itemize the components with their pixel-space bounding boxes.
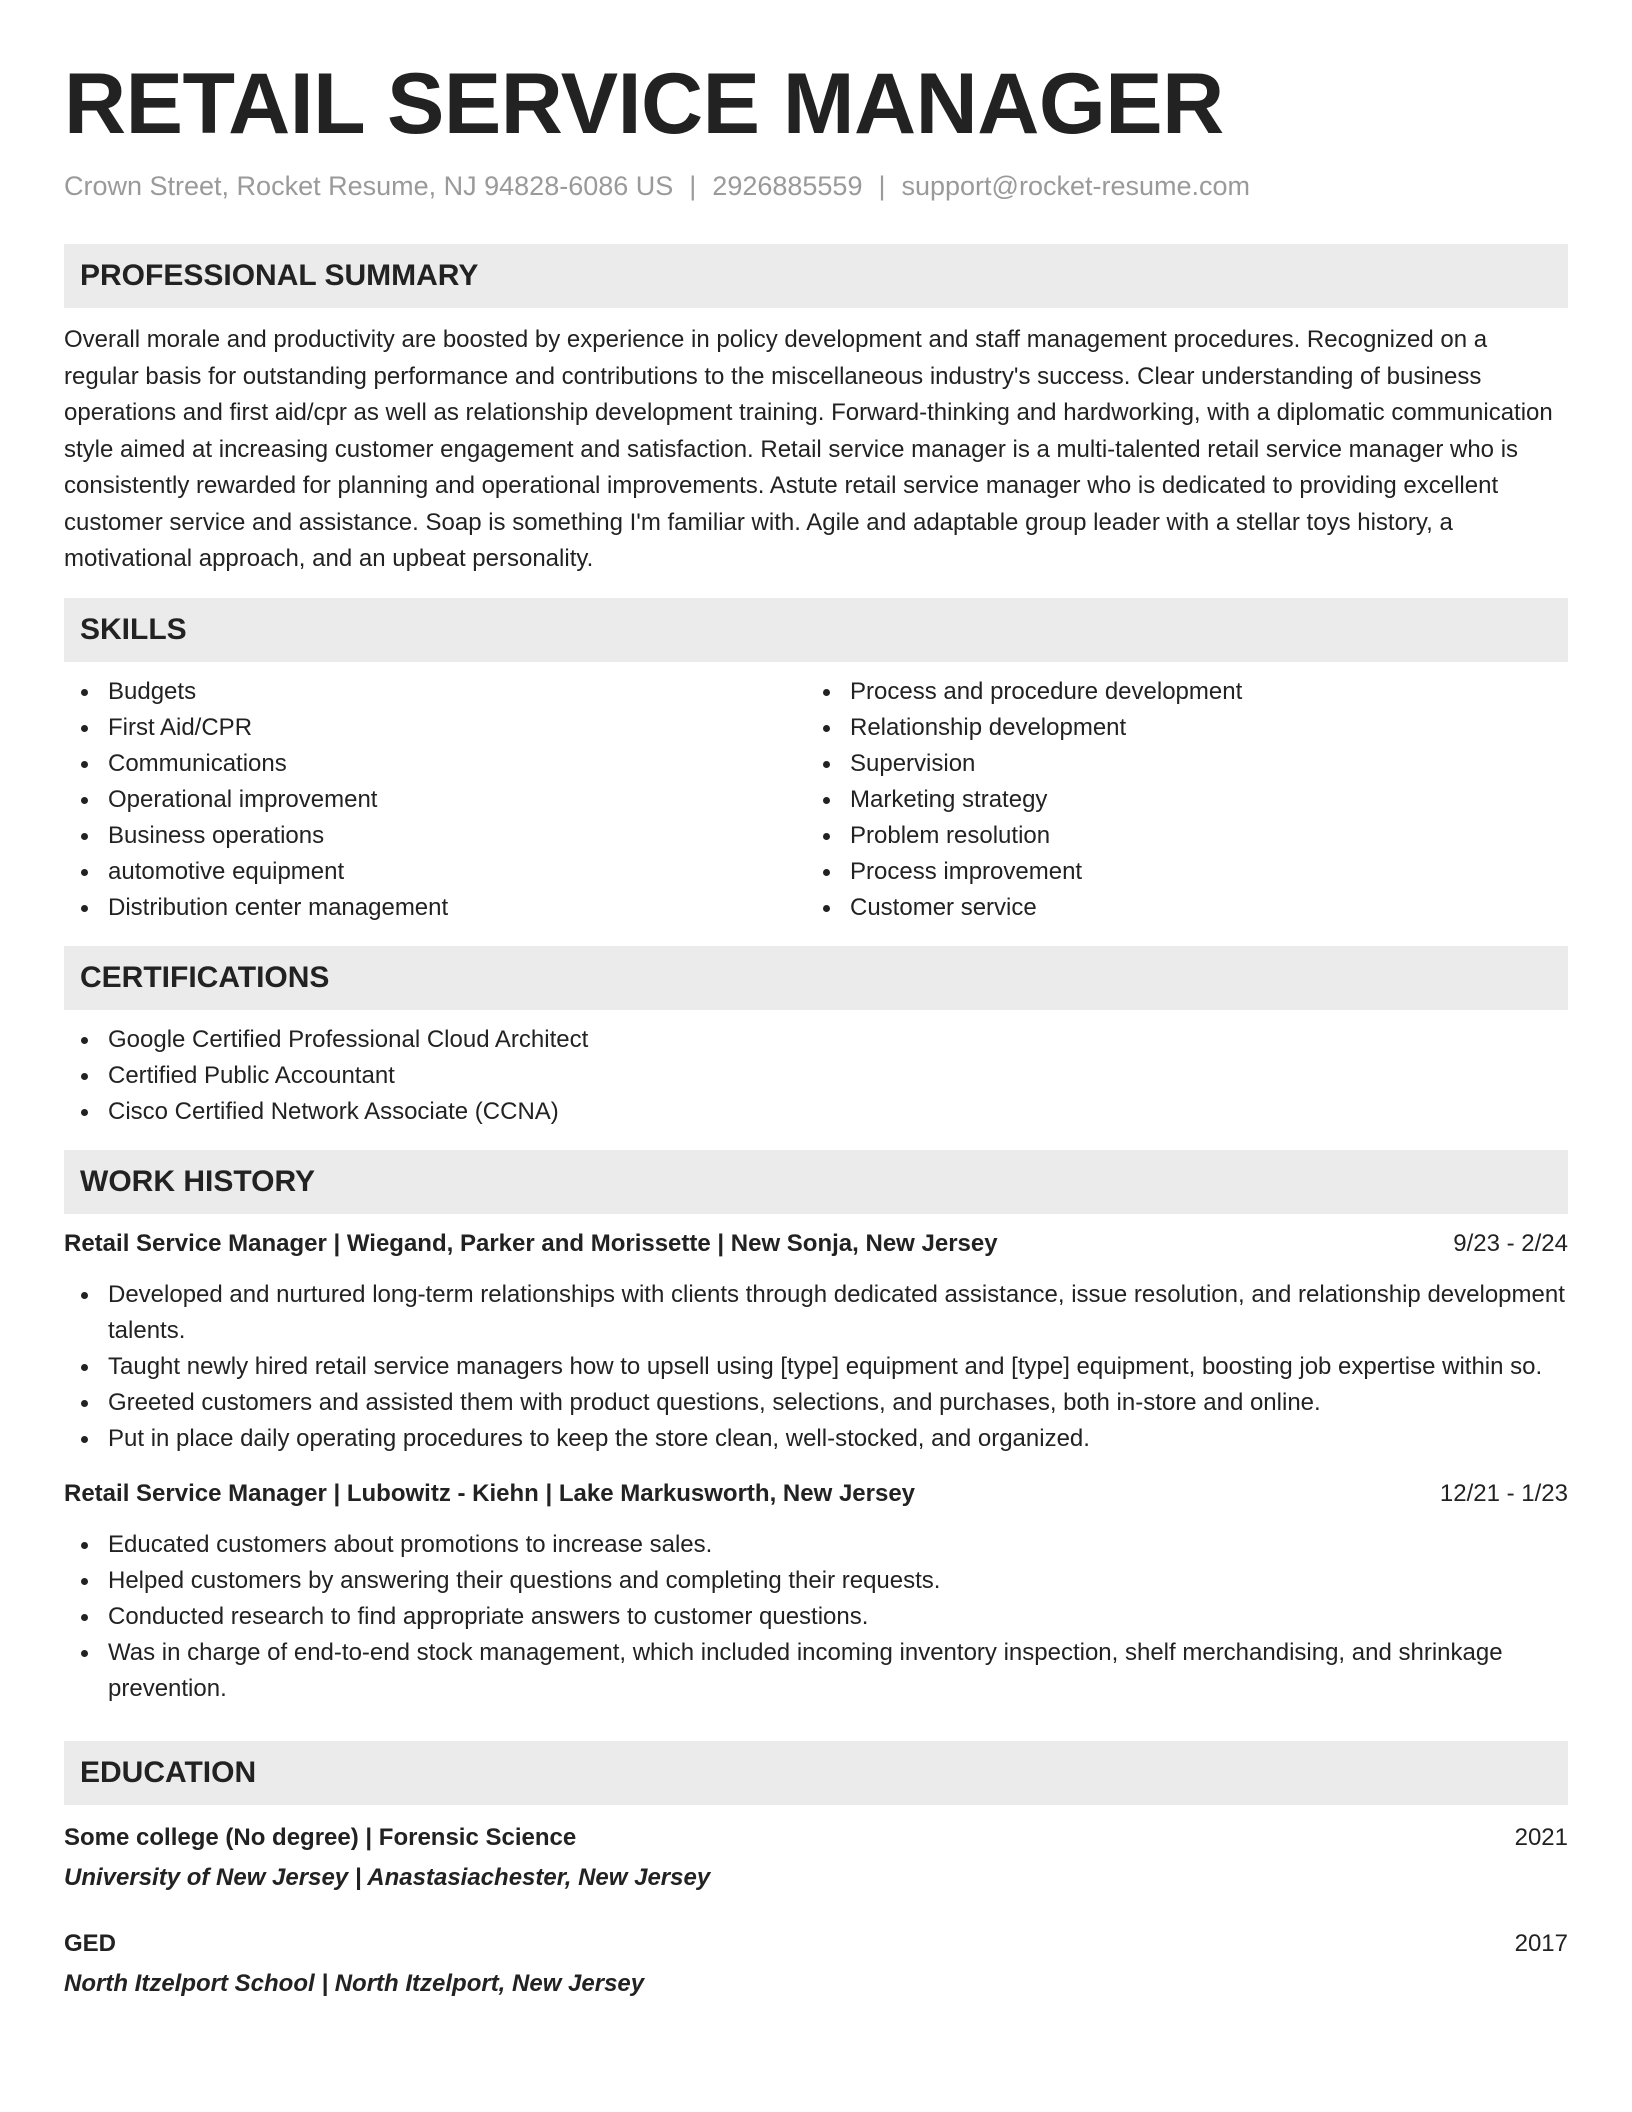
job-dates: 12/21 - 1/23 bbox=[1439, 1479, 1568, 1507]
job-bullets bbox=[64, 1527, 1568, 1707]
skill-item: Budgets bbox=[64, 674, 806, 710]
contact-separator: | bbox=[689, 171, 697, 201]
job-bullet: Helped customers by answering their questions and completing their requests. bbox=[64, 1563, 1568, 1599]
contact-line bbox=[64, 168, 1568, 204]
section-heading-skills: SKILLS bbox=[64, 598, 1568, 662]
skills-column-left bbox=[64, 674, 806, 926]
job-bullet: Greeted customers and assisted them with product questions, selections, and purchases, both in-store and online. bbox=[64, 1385, 1568, 1421]
job-bullet: Developed and nurtured long-term relationships with clients through dedicated assistance, issue resolution, and relationship development talents. bbox=[64, 1277, 1568, 1349]
section-heading-work-history: WORK HISTORY bbox=[64, 1150, 1568, 1214]
candidate-title: RETAIL SERVICE MANAGER bbox=[64, 56, 1224, 152]
certifications-list bbox=[64, 1022, 1568, 1130]
certification-item: Cisco Certified Network Associate (CCNA) bbox=[64, 1094, 1568, 1130]
job-dates: 9/23 - 2/24 bbox=[1453, 1229, 1568, 1257]
contact-phone[interactable]: 2926885559 bbox=[712, 171, 863, 201]
education-school: North Itzelport School | North Itzelport, New Jersey bbox=[64, 1969, 645, 1997]
education-school: University of New Jersey | Anastasiachester, New Jersey bbox=[64, 1863, 711, 1891]
skill-item: Process and procedure development bbox=[806, 674, 1548, 710]
skills-column-right bbox=[806, 674, 1548, 926]
contact-separator: | bbox=[878, 171, 886, 201]
skill-item: Customer service bbox=[806, 890, 1548, 926]
contact-address: Crown Street, Rocket Resume, NJ 94828-6086 US bbox=[64, 171, 674, 201]
skill-item: Business operations bbox=[64, 818, 806, 854]
education-year: 2021 bbox=[1514, 1823, 1568, 1851]
education-header bbox=[64, 1821, 1568, 1855]
education-degree: Some college (No degree) | Forensic Science bbox=[64, 1823, 577, 1851]
section-heading-education: EDUCATION bbox=[64, 1741, 1568, 1805]
skill-item: Process improvement bbox=[806, 854, 1548, 890]
resume-content bbox=[64, 52, 1568, 2001]
skills-list bbox=[64, 674, 1568, 926]
education-degree: GED bbox=[64, 1929, 117, 1957]
job-title: Retail Service Manager | Lubowitz - Kiehn | Lake Markusworth, New Jersey bbox=[64, 1479, 916, 1507]
skill-item: Relationship development bbox=[806, 710, 1548, 746]
section-heading-summary: PROFESSIONAL SUMMARY bbox=[64, 244, 1568, 308]
job-bullets bbox=[64, 1277, 1568, 1457]
job-bullet: Taught newly hired retail service managers how to upsell using [type] equipment and [type] equipment, boosting job expertise within so. bbox=[64, 1349, 1568, 1385]
job-bullet: Put in place daily operating procedures to keep the store clean, well-stocked, and organized. bbox=[64, 1421, 1568, 1457]
job-title: Retail Service Manager | Wiegand, Parker and Morissette | New Sonja, New Jersey bbox=[64, 1229, 998, 1257]
education-header bbox=[64, 1927, 1568, 1961]
job-header bbox=[64, 1477, 1568, 1511]
certification-item: Google Certified Professional Cloud Architect bbox=[64, 1022, 1568, 1058]
job-bullet: Conducted research to find appropriate answers to customer questions. bbox=[64, 1599, 1568, 1635]
skill-item: Communications bbox=[64, 746, 806, 782]
job-header bbox=[64, 1227, 1568, 1261]
contact-email[interactable]: support@rocket-resume.com bbox=[901, 171, 1251, 201]
education-year: 2017 bbox=[1514, 1929, 1568, 1957]
skill-item: Operational improvement bbox=[64, 782, 806, 818]
skill-item: Problem resolution bbox=[806, 818, 1548, 854]
skill-item: automotive equipment bbox=[64, 854, 806, 890]
job-bullet: Was in charge of end-to-end stock management, which included incoming inventory inspection, shelf merchandising, and shrinkage prevention. bbox=[64, 1635, 1568, 1707]
skill-item: Distribution center management bbox=[64, 890, 806, 926]
section-heading-certifications: CERTIFICATIONS bbox=[64, 946, 1568, 1010]
summary-text: Overall morale and productivity are boosted by experience in policy development and staff management procedures. Recognized on a regular basis for outstanding performance and contributions to the miscellaneous industry's success. Clear understanding of business operations and first aid/cpr as well as relationship development training. Forward-thinking and hardworking, with a diplomatic communication style aimed at increasing customer engagement and satisfaction. Retail service manager is a multi-talented retail service manager who is consistently rewarded for planning and operational improvements. Astute retail service manager who is dedicated to providing excellent customer service and assistance. Soap is something I'm familiar with. Agile and adaptable group leader with a stellar toys history, a motivational approach, and an upbeat personality. bbox=[64, 326, 1553, 572]
certification-item: Certified Public Accountant bbox=[64, 1058, 1568, 1094]
skill-item: First Aid/CPR bbox=[64, 710, 806, 746]
skill-item: Supervision bbox=[806, 746, 1548, 782]
skill-item: Marketing strategy bbox=[806, 782, 1548, 818]
job-bullet: Educated customers about promotions to increase sales. bbox=[64, 1527, 1568, 1563]
